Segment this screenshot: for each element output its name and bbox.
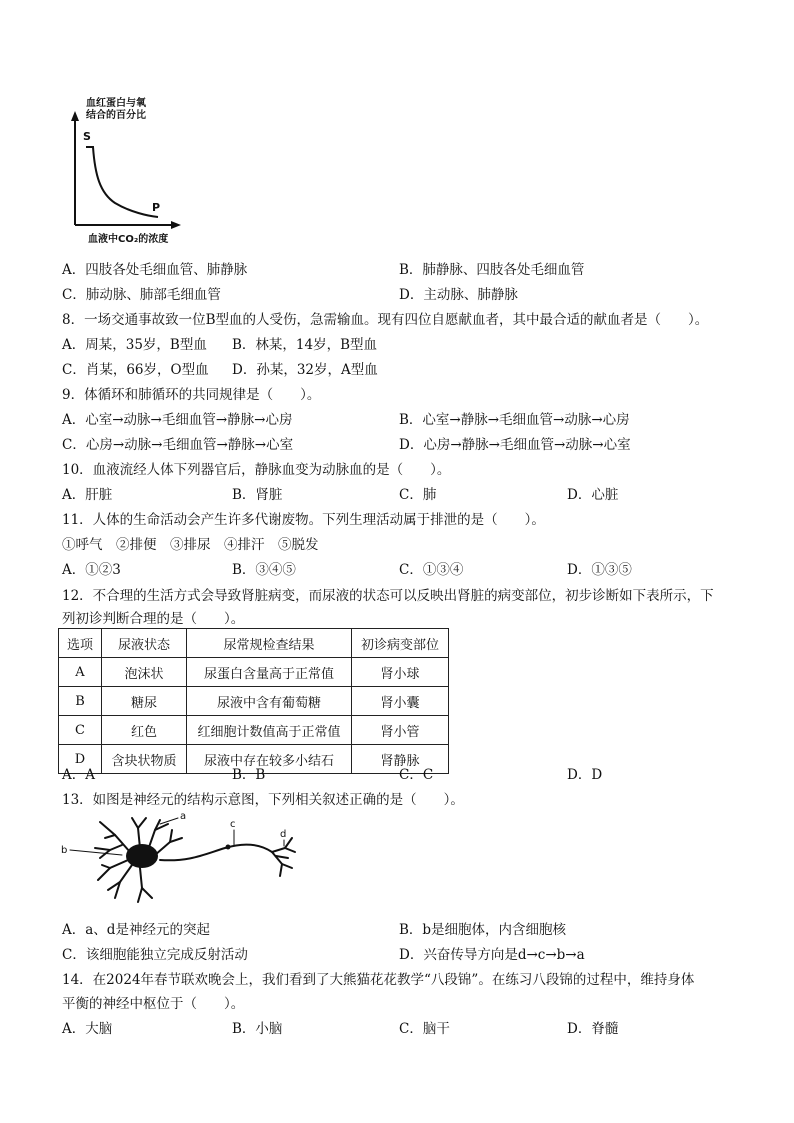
- table-cell: A: [59, 658, 102, 687]
- label-d: d: [280, 829, 287, 840]
- table-header-cell: 初诊病变部位: [352, 629, 449, 658]
- table-cell: 红细胞计数值高于正常值: [187, 716, 352, 745]
- q12-option-a: A．A: [62, 767, 95, 783]
- q9-option-d: D．心房→静脉→毛细血管→动脉→心室: [399, 437, 631, 453]
- q13-option-a: A．a、d是神经元的突起: [62, 922, 210, 938]
- q12-option-d: D．D: [567, 767, 603, 783]
- graph-curve: [86, 147, 161, 217]
- q13-option-c: C．该细胞能独立完成反射活动: [62, 947, 248, 963]
- q7-option-c: C．肺动脉、肺部毛细血管: [62, 287, 221, 303]
- table-cell: 肾静脉: [352, 745, 449, 774]
- label-a: a: [180, 811, 187, 822]
- neuron-drawing: [60, 810, 300, 910]
- table-row: [59, 687, 449, 716]
- label-c: c: [230, 819, 236, 830]
- neuron-diagram: [60, 810, 300, 910]
- q8-option-c: C．肖某，66岁，O型血: [62, 362, 209, 378]
- table-header-row: [59, 629, 449, 658]
- q14-option-a: A．大脑: [62, 1021, 113, 1037]
- q9-option-a: A．心室→动脉→毛细血管→静脉→心房: [62, 412, 293, 428]
- q12-stem-line1: 12．不合理的生活方式会导致肾脏病变，而尿液的状态可以反映出肾脏的病变部位，初步诊断如下表所示，下: [62, 588, 714, 604]
- table-row: [59, 716, 449, 745]
- table-cell: 肾小球: [352, 658, 449, 687]
- q12-stem-line2: 列初诊判断合理的是（ ）。: [62, 611, 245, 627]
- q7-option-b: B．肺静脉、四肢各处毛细血管: [399, 262, 585, 278]
- table-header-cell: 选项: [59, 629, 102, 658]
- q13-option-b: B．b是细胞体，内含细胞核: [399, 922, 567, 938]
- q11-option-a: A．①②3: [62, 562, 121, 578]
- q8-option-a: A．周某，35岁，B型血: [62, 337, 207, 353]
- point-s-label: S: [83, 130, 91, 143]
- q12-option-b: B．B: [232, 767, 266, 783]
- table-header-cell: 尿液状态: [102, 629, 187, 658]
- q10-option-a: A．肝脏: [62, 487, 113, 503]
- q11-option-d: D．①③⑤: [567, 562, 632, 578]
- q8-stem: 8．一场交通事故致一位B型血的人受伤，急需输血。现有四位自愿献血者，其中最合适的献血者是（ ）。: [62, 312, 709, 328]
- q10-stem: 10．血液流经人体下列器官后，静脉血变为动脉血的是（ ）。: [62, 462, 451, 478]
- cell-body: [126, 844, 158, 868]
- q9-stem: 9．体循环和肺循环的共同规律是（ ）。: [62, 387, 321, 403]
- q10-option-b: B．肾脏: [232, 487, 283, 503]
- table-cell: C: [59, 716, 102, 745]
- q7-option-d: D．主动脉、肺静脉: [399, 287, 518, 303]
- q7-option-a: A．四肢各处毛细血管、肺静脉: [62, 262, 248, 278]
- q14-option-c: C．脑干: [399, 1021, 450, 1037]
- q11-stem: 11．人体的生命活动会产生许多代谢废物。下列生理活动属于排泄的是（ ）。: [62, 512, 545, 528]
- table-cell: 泡沫状: [102, 658, 187, 687]
- q13-option-d: D．兴奋传导方向是d→c→b→a: [399, 947, 585, 963]
- point-p-label: P: [152, 201, 161, 214]
- table-cell: 红色: [102, 716, 187, 745]
- table-cell: 肾小囊: [352, 687, 449, 716]
- q8-option-d: D．孙某，32岁，A型血: [232, 362, 378, 378]
- graph-y-label: 血红蛋白与氧 结合的百分比: [86, 98, 146, 121]
- table-cell: D: [59, 745, 102, 774]
- q8-option-b: B．林某，14岁，B型血: [232, 337, 378, 353]
- q11-option-c: C．①③④: [399, 562, 464, 578]
- table-cell: B: [59, 687, 102, 716]
- table-cell: 含块状物质: [102, 745, 187, 774]
- table-header-cell: 尿常规检查结果: [187, 629, 352, 658]
- table-cell: 尿液中含有葡萄糖: [187, 687, 352, 716]
- graph-x-label: 血液中CO₂的浓度: [88, 234, 169, 245]
- q9-option-b: B．心室→静脉→毛细血管→动脉→心房: [399, 412, 630, 428]
- table-cell: 糖尿: [102, 687, 187, 716]
- q10-option-c: C．肺: [399, 487, 437, 503]
- diagnosis-table: [58, 628, 449, 774]
- q9-option-c: C．心房→动脉→毛细血管→静脉→心室: [62, 437, 294, 453]
- label-b: b: [61, 845, 68, 856]
- q12-option-c: C．C: [399, 767, 434, 783]
- table-row: [59, 658, 449, 687]
- table-cell: 肾小管: [352, 716, 449, 745]
- co2-hemoglobin-graph: [60, 95, 190, 245]
- q14-option-d: D．脊髓: [567, 1021, 619, 1037]
- table-cell: 尿蛋白含量高于正常值: [187, 658, 352, 687]
- q14-option-b: B．小脑: [232, 1021, 283, 1037]
- q11-items: ①呼气 ②排便 ③排尿 ④排汗 ⑤脱发: [62, 537, 319, 553]
- q10-option-d: D．心脏: [567, 487, 619, 503]
- q14-stem-line1: 14．在2024年春节联欢晚会上，我们看到了大熊猫花花教学“八段锦”。在练习八段锦的过程中，维持身体: [62, 972, 695, 988]
- table-cell: 尿液中存在较多小结石: [187, 745, 352, 774]
- q14-stem-line2: 平衡的神经中枢位于（ ）。: [62, 996, 245, 1012]
- q11-option-b: B．③④⑤: [232, 562, 296, 578]
- q13-stem: 13．如图是神经元的结构示意图，下列相关叙述正确的是（ ）。: [62, 792, 464, 808]
